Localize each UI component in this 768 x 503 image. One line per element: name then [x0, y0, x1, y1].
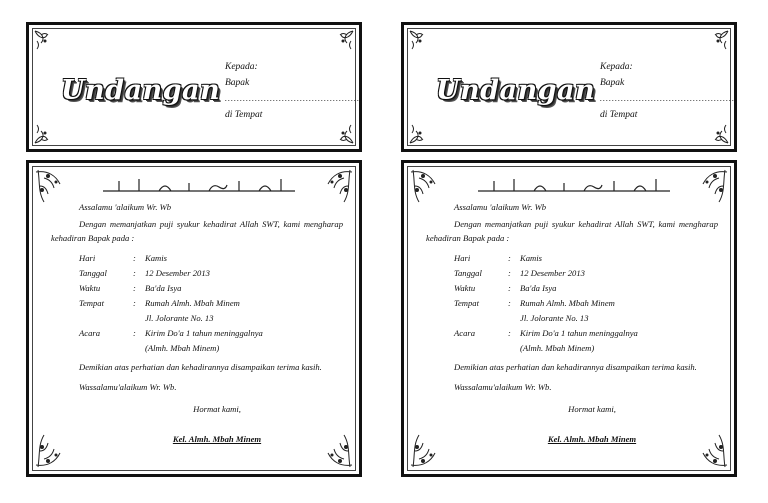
event-details [426, 251, 718, 356]
corner-ornament-icon [33, 115, 63, 145]
location-text: di Tempat [600, 110, 638, 120]
envelope-card-left [26, 22, 362, 152]
corner-ornament-icon [700, 29, 730, 59]
farewell: Wassalamu'alaikum Wr. Wb. [454, 382, 552, 392]
intro-paragraph: Dengan memanjatkan puji syukur kehadirat Allah SWT, kami mengharap kehadiran Bapak pada : [51, 219, 343, 243]
invitation-title: Undangan [436, 75, 596, 106]
corner-ornament-icon [408, 115, 438, 145]
regards: Hormat kami, [568, 404, 616, 414]
envelope-card-right [401, 22, 737, 152]
corner-ornament-icon [325, 29, 355, 59]
detail-row: Tanggal : 12 Desember 2013 [79, 268, 210, 278]
invitation-title: Undangan [61, 75, 221, 106]
detail-row: Hari : Kamis [79, 253, 167, 263]
to-label: Kepada: [225, 62, 258, 72]
closing-paragraph: Demikian atas perhatian dan kehadirannya disampaikan terima kasih. [79, 362, 322, 372]
detail-row: Jl. Jolorante No. 13 [145, 313, 214, 323]
signer-name: Kel. Almh. Mbah Minem [172, 434, 262, 444]
greeting: Assalamu 'alaikum Wr. Wb [454, 202, 547, 212]
corner-ornament-icon [33, 29, 63, 59]
detail-row: Waktu : Ba'da Isya [79, 283, 182, 293]
letter-card-right [401, 160, 737, 477]
detail-row: Jl. Jolorante No. 13 [520, 313, 589, 323]
salutation: Bapak [600, 78, 625, 88]
farewell: Wassalamu'alaikum Wr. Wb. [79, 382, 177, 392]
detail-row: Tempat : Rumah Almh. Mbah Minem [454, 298, 615, 308]
name-blank-line: .............................................. [600, 94, 738, 103]
event-details [51, 251, 343, 356]
detail-row: Hari : Kamis [454, 253, 542, 263]
recipient-block [225, 59, 363, 123]
detail-row: Waktu : Ba'da Isya [454, 283, 557, 293]
detail-row: (Almh. Mbah Minem) [145, 343, 220, 353]
greeting: Assalamu 'alaikum Wr. Wb [79, 202, 172, 212]
detail-row: Acara : Kirim Do'a 1 tahun meninggalnya [454, 328, 638, 338]
detail-row: Acara : Kirim Do'a 1 tahun meninggalnya [79, 328, 263, 338]
letter-card-left [26, 160, 362, 477]
to-label: Kepada: [600, 62, 633, 72]
closing-paragraph: Demikian atas perhatian dan kehadirannya disampaikan terima kasih. [454, 362, 697, 372]
basmalah-calligraphy-icon [99, 173, 299, 197]
location-text: di Tempat [225, 110, 263, 120]
intro-paragraph: Dengan memanjatkan puji syukur kehadirat Allah SWT, kami mengharap kehadiran Bapak pada : [426, 219, 718, 243]
regards: Hormat kami, [193, 404, 241, 414]
detail-row: (Almh. Mbah Minem) [520, 343, 595, 353]
name-blank-line: .............................................. [225, 94, 363, 103]
letter-body [426, 200, 718, 446]
letter-body [51, 200, 343, 446]
detail-row: Tanggal : 12 Desember 2013 [454, 268, 585, 278]
signer-name: Kel. Almh. Mbah Minem [547, 434, 637, 444]
salutation: Bapak [225, 78, 250, 88]
corner-ornament-icon [408, 29, 438, 59]
basmalah-calligraphy-icon [474, 173, 674, 197]
recipient-block [600, 59, 738, 123]
detail-row: Tempat : Rumah Almh. Mbah Minem [79, 298, 240, 308]
